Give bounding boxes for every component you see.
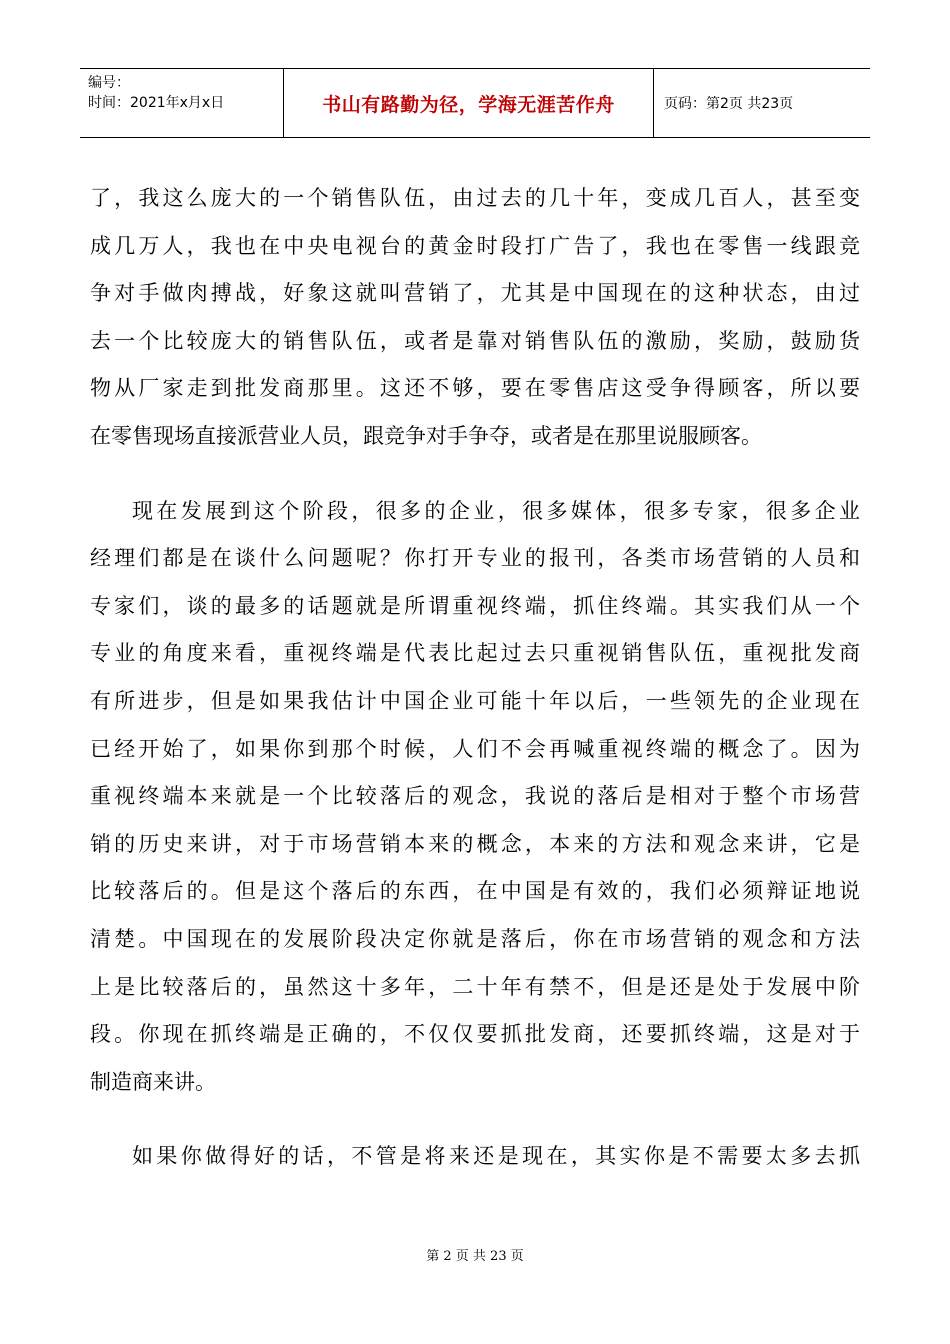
document-time-label: 时间：2021年x月x日 xyxy=(88,95,225,111)
text-line: 争对手做肉搏战，好象这就叫营销了，尤其是中国现在的这种状态，由过 xyxy=(90,281,860,306)
text-line: 成几万人，我也在中央电视台的黄金时段打广告了，我也在零售一线跟竞 xyxy=(90,233,860,258)
document-header xyxy=(80,68,870,138)
text-line: 经理们都是在谈什么问题呢？你打开专业的报刊，各类市场营销的人员和 xyxy=(90,546,860,571)
text-line: 专业的角度来看，重视终端是代表比起过去只重视销售队伍，重视批发商 xyxy=(90,641,860,666)
paragraph-2 xyxy=(90,488,860,1107)
text-line: 物从厂家走到批发商那里。这还不够，要在零售店这受争得顾客，所以要 xyxy=(90,376,860,401)
header-page-number: 页码：第2页 共23页 xyxy=(664,96,794,112)
text-line: 专家们，谈的最多的话题就是所谓重视终端，抓住终端。其实我们从一个 xyxy=(90,593,860,618)
paragraph-3 xyxy=(90,1133,860,1181)
document-number-label: 编号： xyxy=(88,75,130,91)
header-motto-cell xyxy=(284,69,654,137)
header-meta-cell xyxy=(80,69,284,137)
text-line: 了，我这么庞大的一个销售队伍，由过去的几十年，变成几百人，甚至变 xyxy=(90,186,860,210)
text-line: 清楚。中国现在的发展阶段决定你就是落后，你在市场营销的观念和方法 xyxy=(90,926,860,951)
text-line: 现在发展到这个阶段，很多的企业，很多媒体，很多专家，很多企业 xyxy=(132,498,860,523)
document-body xyxy=(90,175,860,1181)
text-line: 上是比较落后的，虽然这十多年，二十年有禁不，但是还是处于发展中阶 xyxy=(90,974,860,999)
text-line: 制造商来讲。 xyxy=(90,1069,216,1094)
paragraph-1 xyxy=(90,175,860,461)
page-footer: 第 2 页 共 23 页 xyxy=(426,1249,524,1264)
text-line: 比较落后的。但是这个落后的东西，在中国是有效的，我们必须辩证地说 xyxy=(90,879,860,904)
text-line: 去一个比较庞大的销售队伍，或者是靠对销售队伍的激励，奖励，鼓励货 xyxy=(90,328,860,353)
text-line: 重视终端本来就是一个比较落后的观念，我说的落后是相对于整个市场营 xyxy=(90,784,860,809)
text-line: 段。你现在抓终端是正确的，不仅仅要抓批发商，还要抓终端，这是对于 xyxy=(90,1022,860,1047)
text-line: 如果你做得好的话，不管是将来还是现在，其实你是不需要太多去抓 xyxy=(132,1144,860,1169)
text-line: 在零售现场直接派营业人员，跟竞争对手争夺，或者是在那里说服顾客。 xyxy=(90,423,762,448)
header-page-cell xyxy=(654,69,870,137)
text-line: 有所进步，但是如果我估计中国企业可能十年以后，一些领先的企业现在 xyxy=(90,688,860,713)
text-line: 已经开始了，如果你到那个时候，人们不会再喊重视终端的概念了。因为 xyxy=(90,736,860,761)
header-motto: 书山有路勤为径，学海无涯苦作舟 xyxy=(322,93,615,116)
text-line: 销的历史来讲，对于市场营销本来的概念，本来的方法和观念来讲，它是 xyxy=(90,831,860,856)
